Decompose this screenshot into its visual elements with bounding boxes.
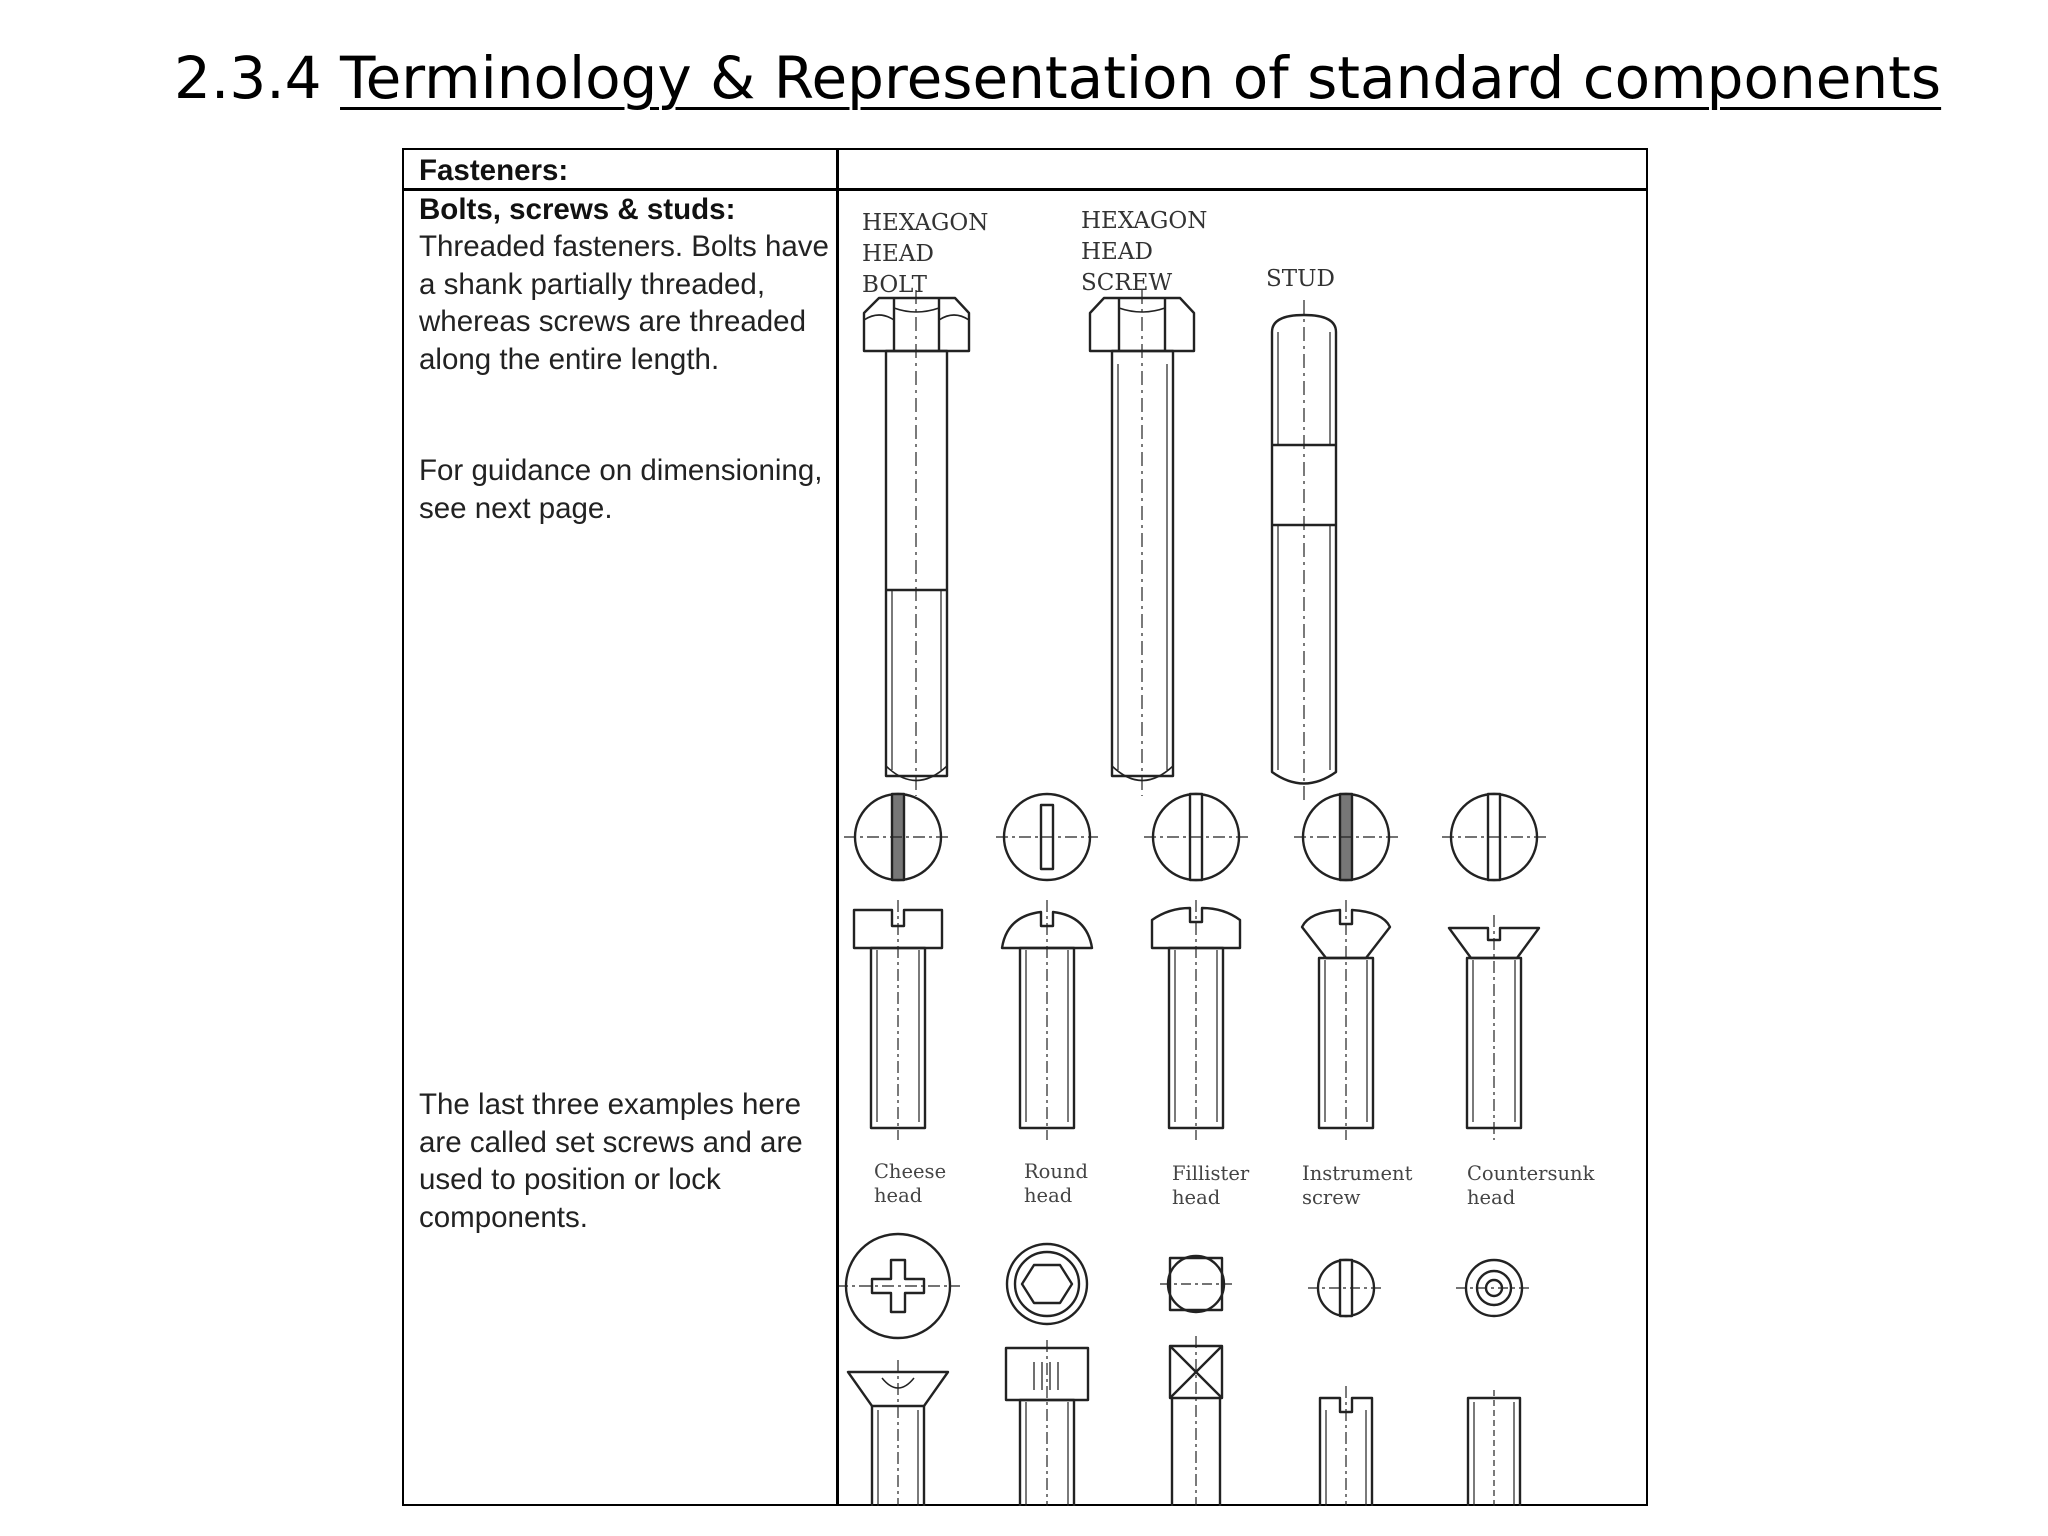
- stud-drawing: [1272, 300, 1336, 802]
- set-screw-note: The last three examples here are called set screws and are used to position or lock components.: [419, 1088, 803, 1234]
- instrument-screw-side-view: [1302, 900, 1390, 1140]
- countersunk-head-screw-side-view: [1449, 915, 1539, 1140]
- caption-fillister-1: Fillister: [1172, 1162, 1250, 1185]
- cup-point-top-view: [1456, 1260, 1532, 1316]
- caption-countersunk-2: head: [1467, 1186, 1516, 1209]
- caption-instrument-1: Instrument: [1302, 1162, 1413, 1185]
- label-hexagon-head-bolt-2: HEAD: [862, 241, 934, 267]
- cheese-head-top-view: [844, 794, 952, 880]
- label-stud: STUD: [1266, 266, 1335, 292]
- hexagon-head-screw-drawing: [1090, 290, 1194, 796]
- caption-round-1: Round: [1024, 1160, 1089, 1183]
- cup-point-screw-side-view: [1468, 1390, 1520, 1506]
- cheese-head-screw-side-view: [854, 900, 942, 1140]
- section-heading: Bolts, screws & studs:: [419, 193, 736, 226]
- fillister-head-screw-side-view: [1152, 900, 1240, 1140]
- title-text: Terminology & Representation of standard components: [340, 44, 1942, 112]
- title-number: 2.3.4: [174, 44, 322, 112]
- fastener-diagram: [839, 190, 1647, 1506]
- round-head-screw-side-view: [1002, 900, 1092, 1140]
- caption-countersunk-1: Countersunk: [1467, 1162, 1595, 1185]
- cone-point-screw-side-view: [1170, 1336, 1222, 1506]
- hexagon-head-bolt-drawing: [864, 290, 969, 796]
- instrument-screw-top-view: [1294, 794, 1399, 880]
- caption-cheese-2: head: [874, 1184, 923, 1207]
- caption-round-2: head: [1024, 1184, 1073, 1207]
- cross-recess-top-view: [839, 1234, 960, 1338]
- dog-point-screw-side-view: [1320, 1386, 1372, 1506]
- caption-fillister-2: head: [1172, 1186, 1221, 1209]
- round-point-screw-side-view: [848, 1360, 948, 1506]
- flat-point-screw-side-view: [1006, 1340, 1088, 1506]
- label-hexagon-head-screw-3: SCREW: [1081, 270, 1173, 296]
- hex-socket-top-view: [1007, 1244, 1087, 1324]
- guidance-text: For guidance on dimensioning, see next page.: [419, 454, 823, 525]
- label-hexagon-head-bolt-3: BOLT: [862, 272, 927, 298]
- label-hexagon-head-screw-2: HEAD: [1081, 239, 1153, 265]
- square-head-top-view: [1160, 1256, 1232, 1312]
- description-text: Threaded fasteners. Bolts have a shank partially threaded, whereas screws are threaded along the entire length.: [419, 230, 829, 376]
- slide-title: [174, 36, 1942, 120]
- countersunk-head-top-view: [1442, 794, 1547, 880]
- round-head-top-view: [996, 794, 1098, 880]
- caption-cheese-1: Cheese: [874, 1160, 947, 1183]
- dog-point-top-view: [1308, 1260, 1384, 1316]
- label-hexagon-head-bolt-1: HEXAGON: [862, 210, 989, 236]
- fasteners-table: [402, 148, 1648, 1506]
- label-hexagon-head-screw-1: HEXAGON: [1081, 208, 1208, 234]
- fillister-head-top-view: [1144, 794, 1249, 880]
- table-header: Fasteners:: [419, 154, 569, 187]
- caption-instrument-2: screw: [1302, 1186, 1361, 1209]
